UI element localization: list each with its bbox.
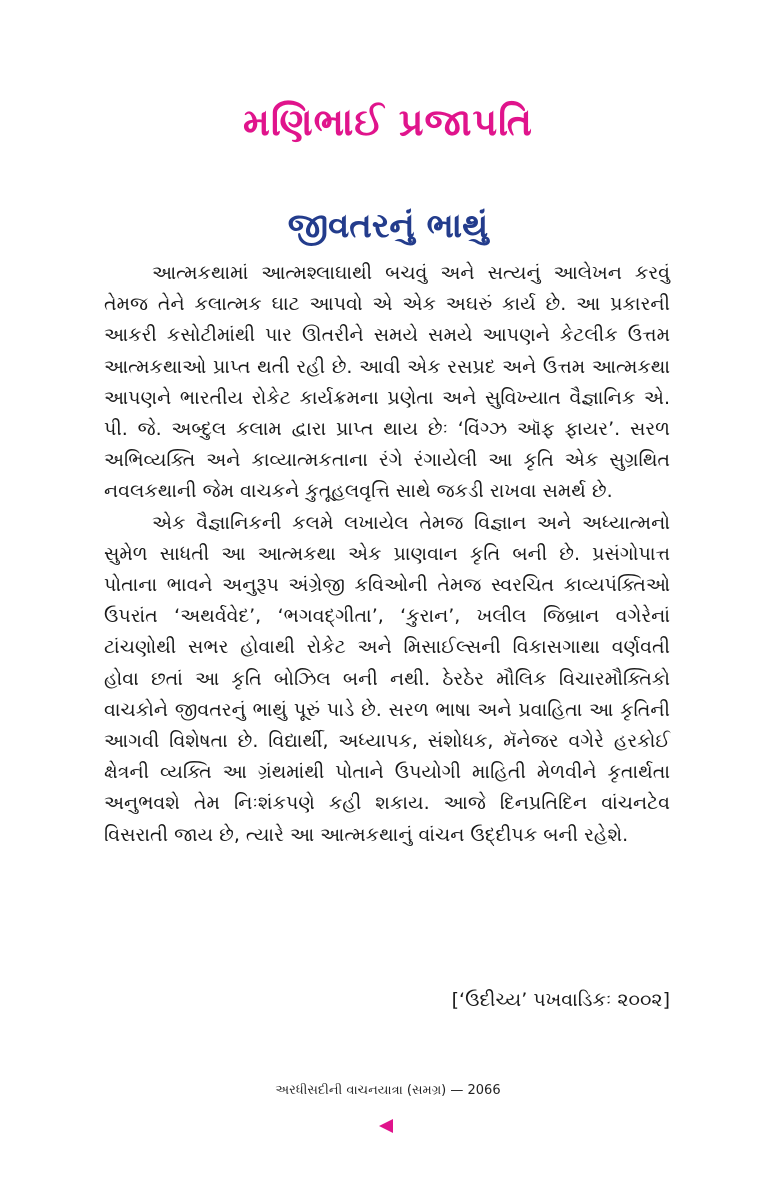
source-citation: [‘ઉદીચ્ય’ પખવાડિકઃ ૨૦૦૨]: [451, 989, 670, 1011]
article-body: [104, 258, 670, 851]
paragraph: આત્મકથામાં આત્મશ્લાઘાથી બચવું અને સત્યનું આલેખન કરવું તેમજ તેને કલાત્મક ઘાટ આપવો એ એક અઘરું કાર્ય છે. આ પ્રકારની આકરી કસોટીમાંથી પાર ઊતરીને સમયે સમયે આપણને કેટલીક ઉત્તમ આત્મકથાઓ પ્રાપ્ત થતી રહી છે. આવી એક રસપ્રદ અને ઉત્તમ આત્મકથા આપણને ભારતીય રોકેટ કાર્યક્રમના પ્રણેતા અને સુવિખ્યાત વૈજ્ઞાનિક એ. પી. જે. અબ્દુલ કલામ દ્વારા પ્રાપ્ત થાય છેઃ ‘વિંગ્ઝ ઑફ ફાયર’. સરળ અભિવ્યક્તિ અને કાવ્યાત્મકતાના રંગે રંગાયેલી આ કૃતિ એક સુગ્રથિત નવલકથાની જેમ વાચકને કુતૂહલવૃત્તિ સાથે જકડી રાખવા સમર્થ છે.: [104, 262, 670, 503]
author-name: મણિભાઈ પ્રજાપતિ: [243, 100, 533, 144]
page-footer: અરધીસદીની વાચનયાત્રા (સમગ્ર) — 2066: [275, 1083, 501, 1098]
paragraph: એક વૈજ્ઞાનિકની કલમે લખાયેલ તેમજ વિજ્ઞાન અને અધ્યાત્મનો સુમેળ સાધતી આ આત્મકથા એક પ્રાણવાન કૃતિ બની છે. પ્રસંગોપાત્ત પોતાના ભાવને અનુરૂપ અંગ્રેજી કવિઓની તેમજ સ્વરચિત કાવ્યપંક્તિઓ ઉપરાંત ‘અથર્વવેદ’, ‘ભગવદ્ગીતા’, ‘કુરાન’, ખલીલ જિબ્રાન વગેરેનાં ટાંચણોથી સભર હોવાથી રોકેટ અને મિસાઈલ્સની વિકાસગાથા વર્ણવતી હોવા છતાં આ કૃતિ બોઝિલ બની નથી. ઠેરઠેર મૌલિક વિચારમૌક્તિકો વાચકોને જીવતરનું ભાથું પૂરું પાડે છે. સરળ ભાષા અને પ્રવાહિતા આ કૃતિની આગવી વિશેષતા છે. વિદ્યાર્થી, અધ્યાપક, સંશોધક, મૅનેજર વગેરે હરકોઈ ક્ષેત્રની વ્યક્તિ આ ગ્રંથમાંથી પોતાને ઉપયોગી માહિતી મેળવીને કૃતાર્થતા અનુભવશે તેમ નિઃશંકપણે કહી શકાય. આજે દિનપ્રતિદિન વાંચનટેવ વિસરાતી જાય છે, ત્યારે આ આત્મકથાનું વાંચન ઉદ્દીપક બની રહેશે.: [104, 511, 670, 846]
article-title: જીવતરનું ભાથું: [287, 206, 489, 246]
previous-page-arrow-icon[interactable]: [379, 1119, 393, 1133]
